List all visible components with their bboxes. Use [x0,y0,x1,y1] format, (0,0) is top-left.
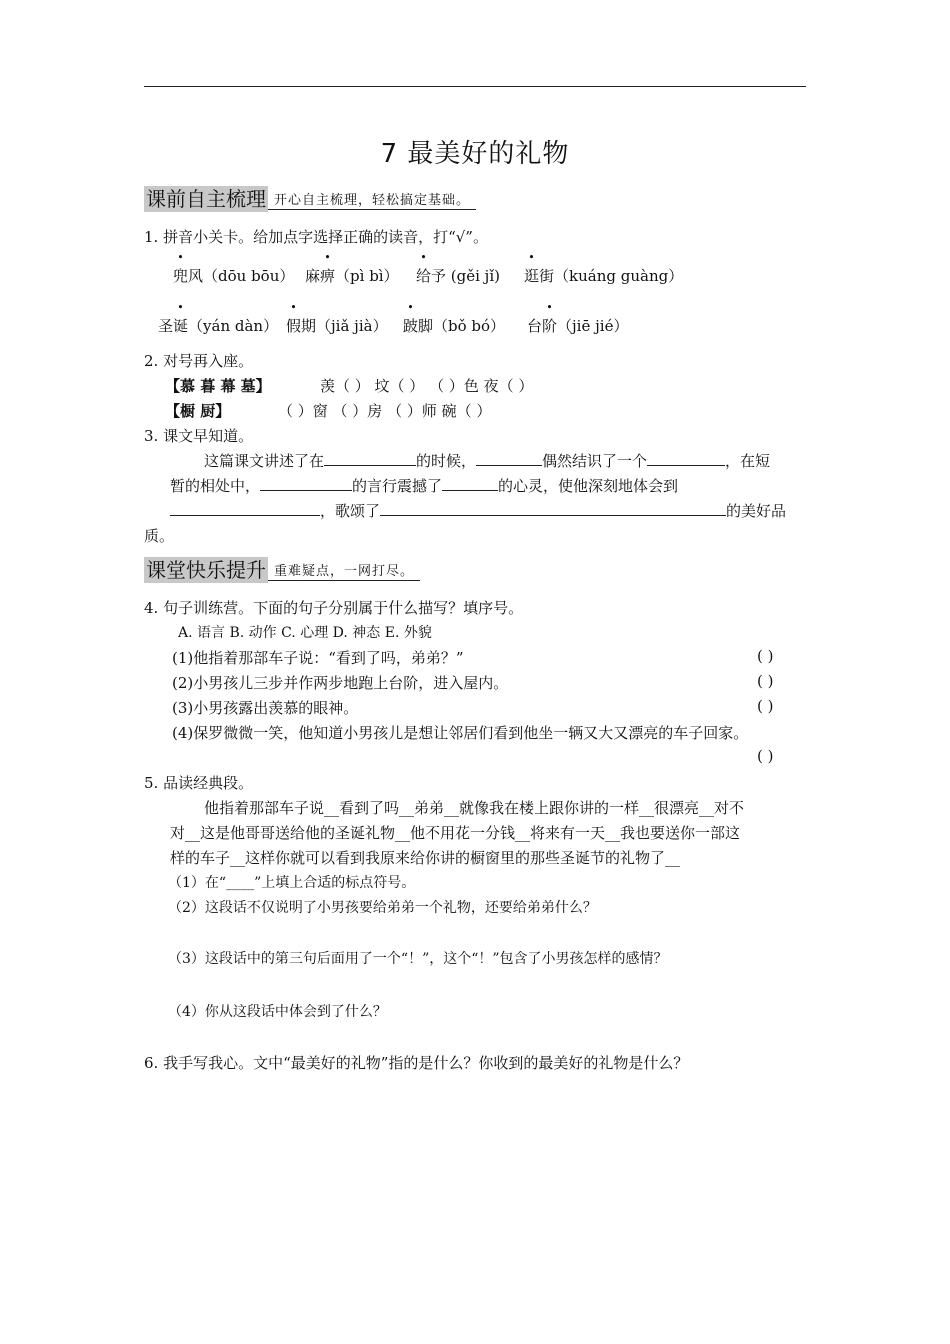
fill-blank[interactable] [170,500,320,516]
q5-paragraph-line: 他指着那部车子说__看到了吗__弟弟__就像我在楼上跟你讲的一样__很漂亮__对不 [204,799,745,817]
pinyin-item: 圣诞（yán dàn） [158,317,279,335]
pinyin-item: 跛脚（bǒ bó） [403,317,506,335]
q5-sub: （3）这段话中的第三句后面用了一个“！”，这个“！”包含了小男孩怎样的感情？ [168,951,668,967]
section-header-1 [144,186,476,212]
q4-stem: 4. 句子训练营。下面的句子分别属于什么描写？填序号。 [144,599,524,617]
q3-line-1: 这篇课文讲述了在 的时候， 偶然结识了一个 ，在短 [204,452,771,470]
fill-blank[interactable] [324,450,416,466]
q5-sub: （1）在“____”上填上合适的标点符号。 [168,875,416,891]
pinyin-item: 台阶（jiē jié） [527,317,629,335]
q4-item: (4)保罗微微一笑，他知道小男孩儿是想让邻居们看到他坐一辆又大又漂亮的车子回家。 [172,724,749,742]
section-subtitle: 开心自主梳理，轻松搞定基础。 [268,189,476,210]
fill-blank[interactable] [476,450,542,466]
q3-line-4: 质。 [144,527,175,545]
q2-items-1: 羡（ ） 坟（ ） （ ）色 夜（ ） [320,377,534,395]
dotted-char: 跛 [403,317,419,335]
dotted-char: 痹 [320,267,336,285]
pinyin-item: 逛街（kuáng guàng） [524,267,684,285]
pinyin-item: 假期（jiǎ jià） [286,317,388,335]
fill-blank[interactable] [442,475,498,491]
dotted-char: 诞 [173,317,189,335]
answer-paren[interactable]: ( ) [757,672,774,690]
pinyin-item: 给予 (gěi jǐ) [416,267,500,285]
pinyin-item: 麻痹（pì bì） [305,267,399,285]
q5-stem: 5. 品读经典段。 [144,774,254,792]
q5-paragraph-line: 样的车子__这样你就可以看到我原来给你讲的橱窗里的那些圣诞节的礼物了__ [170,849,681,867]
q2-group-2: 【橱 厨】 [165,402,231,420]
answer-paren[interactable]: ( ) [757,747,774,765]
fill-blank[interactable] [647,450,725,466]
answer-paren[interactable]: ( ) [757,697,774,715]
q5-sub: （4）你从这段话中体会到了什么？ [168,1004,387,1020]
q5-sub: （2）这段话不仅说明了小男孩要给弟弟一个礼物，还要给弟弟什么？ [168,900,597,916]
section-header-2 [144,557,420,583]
header-rule [144,86,806,87]
section-subtitle: 重难疑点，一网打尽。 [268,560,420,581]
page-title: 7 最美好的礼物 [380,139,570,169]
dotted-char: 兜 [173,267,189,285]
dotted-char: 逛 [524,267,540,285]
q3-stem: 3. 课文早知道。 [144,427,254,445]
dotted-char: 阶 [542,317,558,335]
dotted-char: 给 [416,267,432,285]
q2-items-2: （ ）窗 （ ）房 （ ）师 碗（ ） [278,402,492,420]
q4-item: (3)小男孩露出羡慕的眼神。 [172,699,359,717]
q4-options: A. 语言 B. 动作 C. 心理 D. 神态 E. 外貌 [178,625,432,641]
q5-paragraph-line: 对__这是他哥哥送给他的圣诞礼物__他不用花一分钱__将来有一天__我也要送你一部这 [170,824,741,842]
q6-stem: 6. 我手写我心。文中“最美好的礼物”指的是什么？你收到的最美好的礼物是什么？ [144,1054,689,1072]
q4-item: (1)他指着那部车子说：“看到了吗，弟弟？” [172,649,464,667]
q2-group-1: 【慕 暮 幕 墓】 [165,377,271,395]
q1-stem: 1. 拼音小关卡。给加点字选择正确的读音，打“√”。 [144,228,488,246]
section-badge: 课堂快乐提升 [146,558,266,582]
q3-line-2: 暂的相处中， 的言行震撼了 的心灵，使他深刻地体会到 [170,477,679,495]
dotted-char: 假 [286,317,302,335]
fill-blank[interactable] [380,500,726,516]
fill-blank[interactable] [260,475,352,491]
q3-line-3: ，歌颂了 的美好品 [170,500,786,521]
section-badge: 课前自主梳理 [146,187,266,211]
pinyin-item: 兜风（dōu bōu） [173,267,295,285]
q4-item: (2)小男孩儿三步并作两步地跑上台阶，进入屋内。 [172,674,509,692]
q2-stem: 2. 对号再入座。 [144,352,254,370]
answer-paren[interactable]: ( ) [757,647,774,665]
